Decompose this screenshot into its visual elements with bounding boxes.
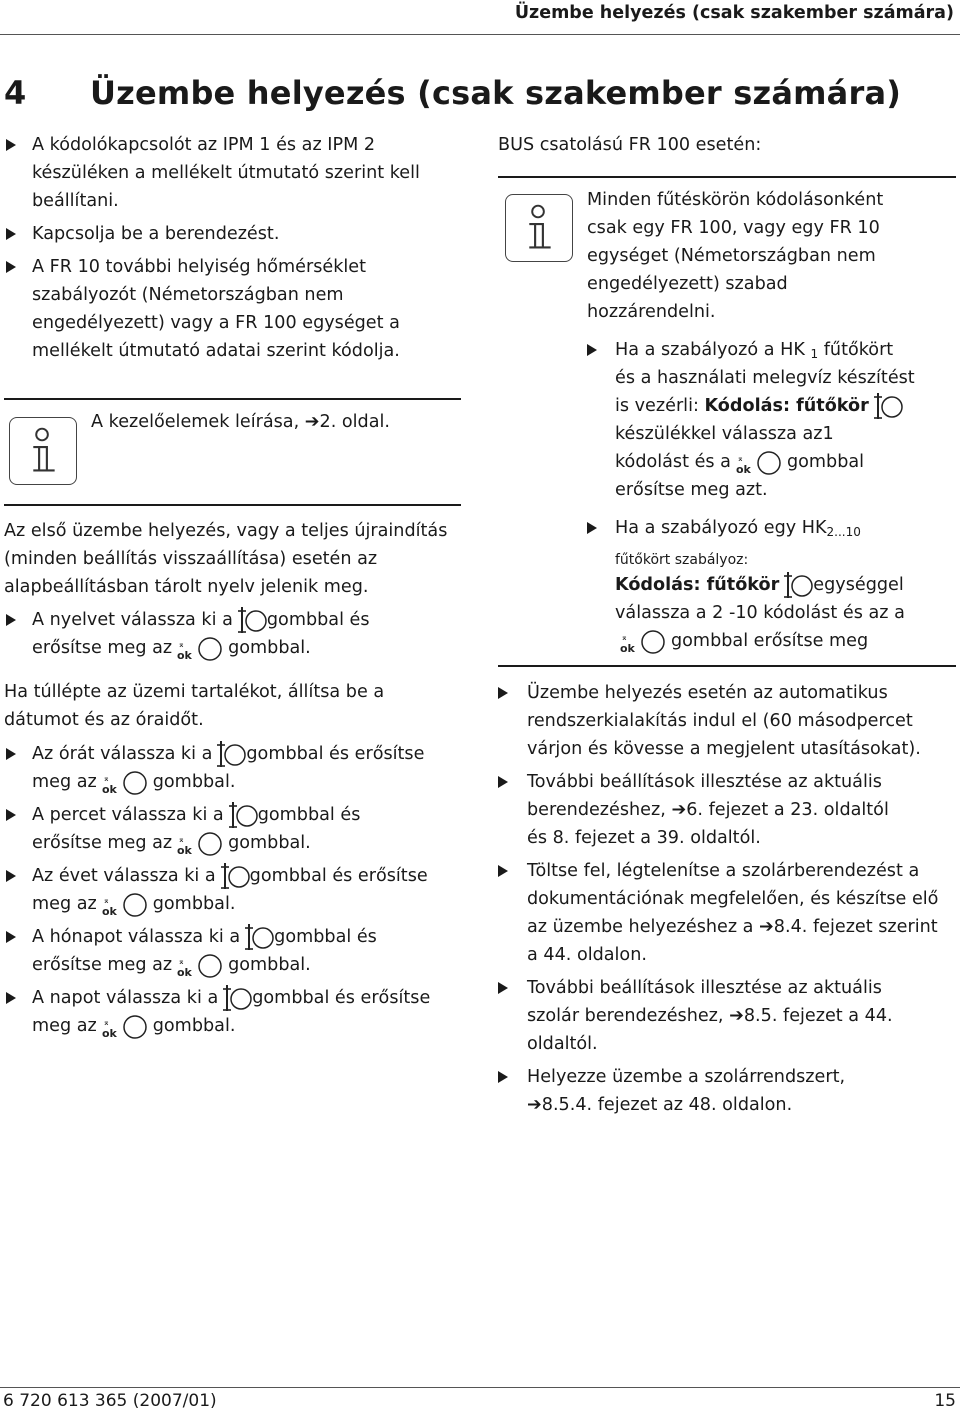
reference-arrow-icon: ➔ xyxy=(759,917,774,937)
ok-knob-icon xyxy=(172,951,228,979)
rotary-knob-icon xyxy=(779,571,813,599)
step-text xyxy=(527,1091,792,1119)
step-text: Ha a szabályozó a HK xyxy=(615,340,811,360)
bullet-marker xyxy=(6,748,16,760)
rotary-knob-icon xyxy=(218,984,252,1012)
step-text: erősítse meg az xyxy=(32,638,173,658)
step-text: gombbal és xyxy=(257,805,361,825)
info-box-rule-bottom xyxy=(498,665,956,667)
step-text: Az órát válassza ki a xyxy=(32,744,213,764)
note-rule-top xyxy=(4,398,461,400)
knob-step-line-1 xyxy=(32,862,428,890)
ok-knob-icon xyxy=(97,768,153,796)
step-text: mellékelt útmutató adatai szerint kódolja. xyxy=(32,341,400,361)
step-text: gombbal. xyxy=(228,955,311,975)
rotary-knob-icon xyxy=(233,606,267,634)
text-fragment: Töltse fel, légtelenítse a szolárberendezést a xyxy=(527,861,920,881)
hk2-line-4: válassza a 2 -10 kódolást és az a xyxy=(615,603,905,623)
step-text: gombbal és xyxy=(274,927,377,947)
note-rule-bottom xyxy=(4,504,461,506)
text-fragment: berendezéshez, xyxy=(527,800,672,820)
rotary-knob-icon xyxy=(869,392,903,420)
step-text: A napot válassza ki a xyxy=(32,988,219,1008)
paragraph-text: Az első üzembe helyezés, vagy a teljes újraindítás xyxy=(4,521,448,541)
step-text: gombbal és xyxy=(266,610,370,630)
text-fragment: szolár berendezéshez, xyxy=(527,1006,730,1026)
text-fragment: 6. fejezet a 23. oldaltól xyxy=(686,800,889,820)
paragraph-text: Ha túllépte az üzemi tartalékot, állítsa be a xyxy=(4,682,385,702)
step-text: gombbal és erősítse xyxy=(252,988,431,1008)
bullet-marker xyxy=(6,139,16,151)
page-number: 15 xyxy=(934,1391,956,1411)
step-text xyxy=(527,1002,893,1030)
hk2-line-1 xyxy=(615,514,861,542)
text-fragment: További beállítások illesztése az aktuális xyxy=(527,978,882,998)
coding-label: Kódolás: fűtőkör xyxy=(704,396,869,416)
step-text xyxy=(527,1030,598,1058)
step-text: A percet válassza ki a xyxy=(32,805,224,825)
knob-step-line-1 xyxy=(32,606,370,634)
step-text: meg az xyxy=(32,772,97,792)
bullet-marker xyxy=(6,992,16,1004)
knob-step-line-2 xyxy=(32,768,235,796)
svg-text:ok: ok xyxy=(101,905,117,918)
chapter-title: Üzembe helyezés (csak szakember számára) xyxy=(90,74,902,112)
bullet-marker xyxy=(498,982,508,994)
bullet-marker xyxy=(6,614,16,626)
ok-knob-icon xyxy=(731,448,787,476)
rotary-knob-icon xyxy=(240,923,274,951)
step-text: is vezérli: xyxy=(615,396,705,416)
step-text: engedélyezett) vagy a FR 100 egységet a xyxy=(32,313,400,333)
step-text: erősítse meg az xyxy=(32,833,173,853)
step-text xyxy=(527,768,882,796)
text-fragment: oldaltól. xyxy=(527,1034,598,1054)
info-note xyxy=(91,408,390,436)
text-fragment: rendszerkialakítás indul el (60 másodpercet xyxy=(527,711,913,731)
step-text: A kódolókapcsolót az IPM 1 és az IPM 2 xyxy=(32,135,376,155)
step-text: gombbal és erősítse xyxy=(249,866,428,886)
step-text: Ha a szabályozó egy HK xyxy=(615,518,827,538)
step-text: beállítani. xyxy=(32,191,119,211)
svg-text:⌅: ⌅ xyxy=(621,633,628,642)
text-fragment: és 8. fejezet a 39. oldaltól. xyxy=(527,828,761,848)
knob-step-line-2 xyxy=(32,890,235,918)
svg-text:ok: ok xyxy=(177,844,192,857)
step-text: A FR 10 további helyiség hőmérséklet xyxy=(32,257,367,277)
knob-step-line-1 xyxy=(32,801,360,829)
knob-step-line-2 xyxy=(32,951,311,979)
bullet-marker xyxy=(498,776,508,788)
svg-text:ok: ok xyxy=(177,649,192,662)
svg-text:⌅: ⌅ xyxy=(736,454,744,463)
footer-divider xyxy=(0,1387,960,1388)
svg-text:⌅: ⌅ xyxy=(102,774,110,783)
knob-step-line-2 xyxy=(32,634,311,662)
step-text: gombbal. xyxy=(152,894,236,914)
step-text: A nyelvet válassza ki a xyxy=(32,610,233,630)
bullet-marker xyxy=(6,931,16,943)
info-box-rule-top xyxy=(498,176,956,178)
ok-knob-icon xyxy=(97,890,153,918)
text-fragment: További beállítások illesztése az aktuális xyxy=(527,772,882,792)
text-fragment: dokumentációnak megfelelően, és készítse elő xyxy=(527,889,939,909)
info-icon xyxy=(505,194,573,262)
hk1-line-5 xyxy=(615,448,864,476)
text-fragment: várjon és kövesse a megjelent utasításokat). xyxy=(527,739,921,759)
step-text: kódolást és a xyxy=(615,452,731,472)
knob-step-line-1 xyxy=(32,740,424,768)
bullet-marker xyxy=(6,809,16,821)
step-text: A hónapot válassza ki a xyxy=(32,927,241,947)
paragraph-text: (minden beállítás visszaállítása) esetén az xyxy=(4,549,378,569)
bullet-marker xyxy=(498,687,508,699)
text-fragment: Üzembe helyezés esetén az automatikus xyxy=(527,683,888,703)
step-text: Kapcsolja be a berendezést. xyxy=(32,224,280,244)
bullet-marker xyxy=(498,865,508,877)
hk1-line-2: és a használati melegvíz készítést xyxy=(615,368,915,388)
step-text: meg az xyxy=(32,894,97,914)
step-text xyxy=(527,735,921,763)
running-header: Üzembe helyezés (csak szakember számára) xyxy=(514,3,954,23)
text-fragment: a 44. oldalon. xyxy=(527,945,647,965)
step-text: szabályozót (Németországban nem xyxy=(32,285,344,305)
document-number: 6 720 613 365 (2007/01) xyxy=(3,1391,217,1411)
paragraph-text: alapbeállításban tárolt nyelv jelenik meg. xyxy=(4,577,369,597)
step-text: meg az xyxy=(32,1016,97,1036)
hk2-line-3 xyxy=(615,571,904,599)
reference-arrow-icon: ➔ xyxy=(304,412,320,432)
step-text xyxy=(527,913,938,941)
info-box-text: hozzárendelni. xyxy=(587,302,716,322)
subscript: 1 xyxy=(810,347,819,361)
rotary-knob-icon xyxy=(212,740,246,768)
step-text: erősítse meg az xyxy=(32,955,173,975)
chapter-number: 4 xyxy=(4,74,27,112)
text-fragment: 8.5.4. fejezet az 48. oldalon. xyxy=(541,1095,793,1115)
svg-text:⌅: ⌅ xyxy=(178,640,185,649)
step-text: gombbal erősítse meg xyxy=(671,631,869,651)
svg-text:⌅: ⌅ xyxy=(102,1018,110,1027)
hk2-line-5 xyxy=(615,627,868,655)
bullet-marker xyxy=(6,870,16,882)
text-fragment: az üzembe helyezéshez a xyxy=(527,917,760,937)
ok-knob-icon xyxy=(172,829,228,857)
info-box-text: csak egy FR 100, vagy egy FR 10 xyxy=(587,218,880,238)
svg-text:ok: ok xyxy=(101,783,117,796)
step-text: Az évet válassza ki a xyxy=(32,866,216,886)
ok-knob-icon xyxy=(97,1012,153,1040)
reference-arrow-icon: ➔ xyxy=(671,800,687,820)
bullet-marker xyxy=(587,344,597,356)
info-icon xyxy=(9,417,77,485)
step-text xyxy=(527,1063,845,1091)
text-fragment: 8.5. fejezet a 44. xyxy=(743,1006,893,1026)
knob-step-line-1 xyxy=(32,923,377,951)
knob-step-line-2 xyxy=(32,1012,235,1040)
step-text xyxy=(527,941,647,969)
hk1-line-4: készülékkel válassza az1 xyxy=(615,424,834,444)
step-text xyxy=(527,707,913,735)
step-text xyxy=(527,974,882,1002)
svg-text:⌅: ⌅ xyxy=(178,835,185,844)
chapter-heading xyxy=(4,74,901,112)
bullet-marker xyxy=(498,1071,508,1083)
svg-text:ok: ok xyxy=(177,966,192,979)
paragraph-text: dátumot és az óraidőt. xyxy=(4,710,204,730)
bullet-marker xyxy=(6,228,16,240)
info-note-ref: 2. oldal. xyxy=(319,412,390,432)
info-note-text: A kezelőelemek leírása, xyxy=(91,412,305,432)
step-text: gombbal és erősítse xyxy=(246,744,425,764)
info-box-text: engedélyezett) szabad xyxy=(587,274,788,294)
rotary-knob-icon xyxy=(216,862,250,890)
step-text xyxy=(527,885,938,913)
header-divider xyxy=(0,34,960,35)
hk1-line-1 xyxy=(615,336,893,364)
step-text: készüléken a mellékelt útmutató szerint kell xyxy=(32,163,420,183)
bus-heading: BUS csatolású FR 100 esetén: xyxy=(498,135,762,155)
bullet-marker xyxy=(6,261,16,273)
step-text: egységgel xyxy=(813,575,904,595)
step-text: gombbal. xyxy=(228,638,311,658)
info-box-text: Minden fűtéskörön kódolásonként xyxy=(587,190,884,210)
rotary-knob-icon xyxy=(224,801,258,829)
step-text xyxy=(527,857,919,885)
svg-text:ok: ok xyxy=(735,463,751,476)
knob-step-line-1 xyxy=(32,984,430,1012)
step-text xyxy=(527,796,889,824)
text-fragment: Helyezze üzembe a szolárrendszert, xyxy=(527,1067,846,1087)
reference-arrow-icon: ➔ xyxy=(729,1006,744,1026)
step-text xyxy=(527,679,888,707)
step-text: gombbal. xyxy=(152,772,236,792)
reference-arrow-icon: ➔ xyxy=(527,1095,542,1115)
step-text: gombbal xyxy=(786,452,865,472)
hk2-line-2: fűtőkört szabályoz: xyxy=(615,552,749,568)
step-text xyxy=(527,824,761,852)
step-text: gombbal. xyxy=(228,833,311,853)
subscript: 2...10 xyxy=(826,525,861,539)
svg-text:⌅: ⌅ xyxy=(178,957,185,966)
ok-knob-icon xyxy=(615,627,671,655)
bullet-marker xyxy=(587,522,597,534)
step-text: gombbal. xyxy=(152,1016,236,1036)
info-box-text: egységet (Németországban nem xyxy=(587,246,876,266)
svg-text:⌅: ⌅ xyxy=(102,896,110,905)
ok-knob-icon xyxy=(172,634,228,662)
step-text: fűtőkört xyxy=(818,340,894,360)
text-fragment: 8.4. fejezet szerint xyxy=(773,917,938,937)
hk1-line-6: erősítse meg azt. xyxy=(615,480,768,500)
coding-label: Kódolás: fűtőkör xyxy=(615,575,780,595)
svg-text:ok: ok xyxy=(101,1027,117,1040)
svg-text:ok: ok xyxy=(620,642,635,655)
hk1-line-3 xyxy=(615,392,903,420)
knob-step-line-2 xyxy=(32,829,311,857)
